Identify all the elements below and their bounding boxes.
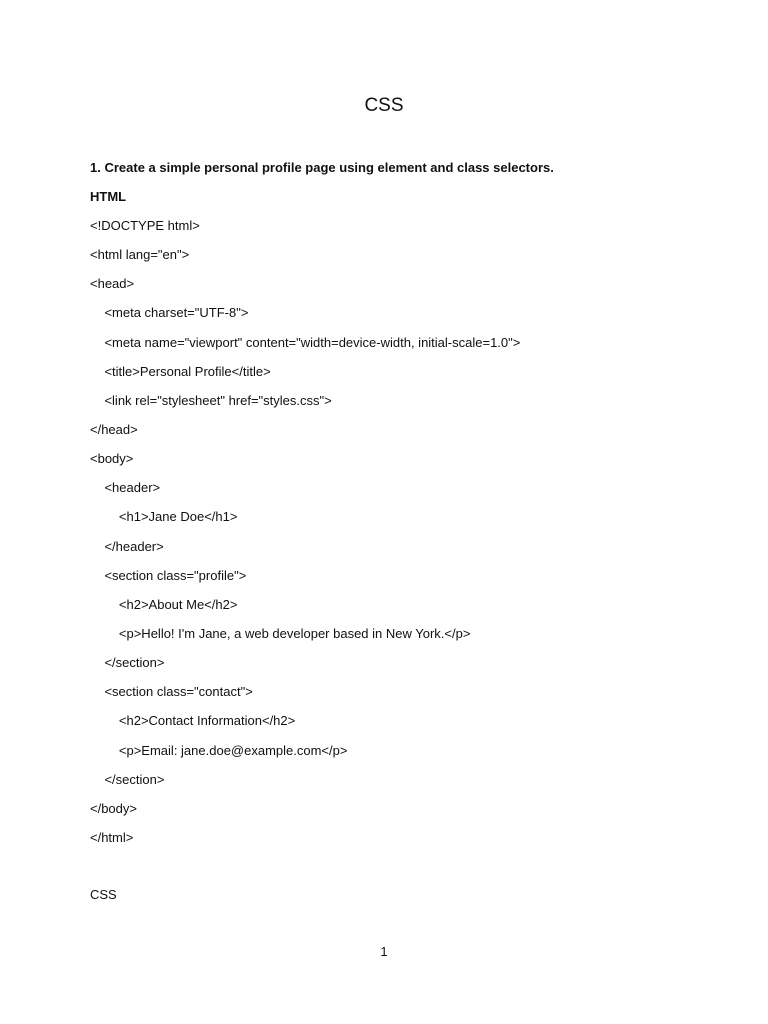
code-line: <meta name="viewport" content="width=device-width, initial-scale=1.0"> bbox=[90, 334, 521, 350]
code-line: </header> bbox=[90, 538, 164, 554]
page-number: 1 bbox=[380, 944, 388, 959]
code-line: </head> bbox=[90, 421, 138, 437]
code-line: <h1>Jane Doe</h1> bbox=[90, 509, 238, 525]
code-line: <!DOCTYPE html> bbox=[90, 218, 200, 233]
code-line: </html> bbox=[90, 829, 134, 845]
code-line: <p>Email: jane.doe@example.com</p> bbox=[90, 742, 348, 758]
code-line: </section> bbox=[90, 771, 165, 787]
code-line: <header> bbox=[90, 480, 161, 496]
code-line: <p>Hello! I'm Jane, a web developer based in New York.</p> bbox=[90, 625, 471, 641]
code-line: <h2>About Me</h2> bbox=[90, 596, 238, 612]
question-heading: 1. Create a simple personal profile page using element and class selectors. bbox=[90, 160, 554, 175]
html-section-label: HTML bbox=[90, 189, 127, 204]
code-line: <title>Personal Profile</title> bbox=[90, 363, 271, 379]
code-line: </body> bbox=[90, 800, 137, 816]
html-code-listing bbox=[90, 217, 520, 858]
code-line: <body> bbox=[90, 451, 134, 467]
code-line: <meta charset="UTF-8"> bbox=[90, 305, 249, 321]
css-section-label: CSS bbox=[90, 887, 117, 902]
code-line: <section class="contact"> bbox=[90, 684, 253, 700]
code-line: <head> bbox=[90, 276, 135, 292]
code-line: <link rel="stylesheet" href="styles.css"> bbox=[90, 392, 332, 408]
code-line: <h2>Contact Information</h2> bbox=[90, 713, 296, 729]
code-line: </section> bbox=[90, 655, 165, 671]
code-line: <html lang="en"> bbox=[90, 247, 190, 263]
document-title: CSS bbox=[364, 95, 404, 116]
code-line: <section class="profile"> bbox=[90, 567, 247, 583]
